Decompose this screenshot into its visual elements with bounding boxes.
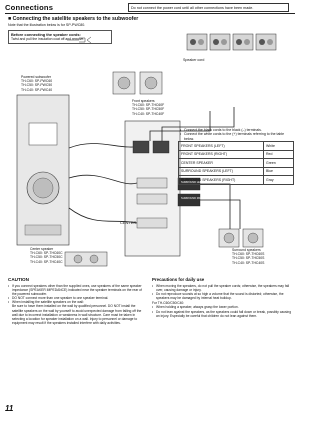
subwoofer-label-line: TH-C60: SP-PWC60 — [21, 79, 53, 84]
table-row — [179, 150, 294, 159]
page-section-title: Connections — [5, 3, 54, 12]
speaker-cord-label: Speaker cord — [183, 58, 205, 62]
caution-item: • When installing the satellite speakers on the wall: — [8, 300, 146, 304]
precaution-item: • Do not lean against the speakers, as the speakers could fall down or break, possibly causing an injury. Especially be careful that children do not lean against them. — [152, 310, 292, 318]
insulation-strip-illustration — [67, 37, 91, 43]
front-speaker-right-illustration — [140, 72, 162, 94]
before-box-title: Before connecting the speaker cords: — [11, 32, 81, 37]
front-label-line: Front speakers — [132, 99, 155, 103]
surround-speakers-label — [232, 248, 264, 265]
table-cell-color: Green — [264, 159, 294, 168]
section-note: Note that the illustration below is for SP-PWC80. — [8, 23, 86, 27]
instruction-item: • Connect the white cords to the (+) terminals referring to the table below. — [180, 132, 292, 141]
header-note: Do not connect the power cord until all other connections have been made. — [128, 3, 289, 12]
table-cell-speaker: SURROUND SPEAKERS (RIGHT) — [179, 176, 264, 185]
subwoofer-illustration — [17, 95, 69, 245]
connection-instructions — [180, 128, 292, 141]
section-heading-text: Connecting the satellite speakers to the subwoofer — [12, 16, 139, 22]
table-cell-speaker: FRONT SPEAKERS (RIGHT) — [179, 150, 264, 159]
terminal-label-center: CENTER — [120, 220, 137, 225]
terminal-label-surround-left: SURROUND LEFT — [181, 181, 204, 184]
caution-list — [8, 284, 146, 325]
precaution-item: • Do not reproduce sounds at so high a volume that the sound is distorted; otherwise, the speakers may be damaged by internal heat buildup. — [152, 292, 292, 300]
caution-item: • DO NOT connect more than one speaker to one speaker terminal. — [8, 296, 146, 300]
speaker-terminal-illustration-2 — [210, 34, 230, 50]
caution-subtext: Be sure to have them installed on the wall by qualified personnel. DO NOT install the satellite speakers on the wall by yourself to avoid unexpected damage from falling off the wall due to incorrect installation or weakness in wall structure. Care must be taken in selecting a location for speaker installation on a wall. Injury to personnel or damage to equipment may result if the speakers installed interfere with daily activities. — [12, 304, 142, 325]
table-cell-speaker: FRONT SPEAKERS (LEFT) — [179, 142, 264, 151]
before-box-text: Twist and pull the insulation coat off and remove. — [11, 37, 85, 41]
table-cell-color: White — [264, 142, 294, 151]
caution-heading: CAUTION — [8, 277, 29, 282]
precautions-list — [152, 284, 292, 318]
center-label-line: TH-C60: SP-THC60C — [30, 251, 63, 256]
surround-label-line: TH-C50: SP-THC50S — [232, 256, 265, 261]
center-label-line: TH-C40: SP-THC40C — [30, 259, 63, 264]
center-speaker-illustration — [65, 252, 107, 266]
subwoofer-label-line: Powered subwoofer — [21, 75, 51, 79]
terminal-label-surround-right: SURROUND RIGHT — [181, 197, 205, 200]
table-cell-speaker: SURROUND SPEAKERS (LEFT) — [179, 167, 264, 176]
surround-speaker-left-illustration — [219, 229, 239, 247]
precautions-model-note: For TH-C60/C50/C40: — [152, 301, 185, 306]
center-label-line: TH-C50: SP-THC50C — [30, 255, 63, 260]
section-bullet-icon: ■ — [8, 16, 13, 22]
front-speaker-left-illustration — [113, 72, 135, 94]
surround-label-line: TH-C40: SP-THC40S — [232, 260, 265, 265]
surround-label-line: Surround speakers — [232, 248, 261, 252]
table-row — [179, 142, 294, 151]
table-cell-color: Red — [264, 150, 294, 159]
speaker-terminal-illustration-1 — [187, 34, 207, 50]
table-cell-speaker: CENTER SPEAKER — [179, 159, 264, 168]
front-label-line: TH-C60: SP-THC60F — [132, 103, 165, 108]
cord-color-table — [178, 141, 294, 185]
table-row — [179, 176, 294, 185]
instruction-item: • Connect the black cords to the black (–) terminals. — [180, 128, 292, 132]
center-speaker-label — [30, 247, 63, 264]
surround-label-line: TH-C60: SP-THC60S — [232, 252, 265, 257]
subwoofer-label — [21, 75, 52, 92]
speaker-terminal-illustration-4 — [256, 34, 276, 50]
front-label-line: TH-C40: SP-THC40F — [132, 111, 165, 116]
caution-item: • If you connect speakers other than the supplied ones, use speakers of the same speaker impedance (SPEAKER IMPEDANCE) indicated near the speaker terminals on the rear of the powered subwoofer. — [8, 284, 146, 296]
table-row — [179, 159, 294, 168]
surround-speaker-right-illustration — [243, 229, 263, 247]
subwoofer-label-line: TH-C40: SP-PWC40 — [21, 87, 53, 92]
precaution-item: • When moving the speakers, do not pull the speaker cords; otherwise, the speakers may fall over, causing damage or injury. — [152, 284, 292, 292]
precaution-item: • When holding a speaker, always grasp the lower portion. — [152, 305, 292, 309]
speaker-terminal-illustration-3 — [233, 34, 253, 50]
center-label-line: Center speaker — [30, 247, 54, 251]
section-heading — [8, 16, 138, 22]
subwoofer-label-line: TH-C50: SP-PWC50 — [21, 83, 53, 88]
table-cell-color: Blue — [264, 167, 294, 176]
page-number: 11 — [5, 404, 14, 413]
precautions-heading: Precautions for daily use — [152, 277, 205, 282]
table-cell-color: Gray — [264, 176, 294, 185]
front-speakers-label — [132, 99, 164, 116]
table-row — [179, 167, 294, 176]
front-label-line: TH-C50: SP-THC50F — [132, 107, 165, 112]
header-divider — [5, 13, 295, 14]
